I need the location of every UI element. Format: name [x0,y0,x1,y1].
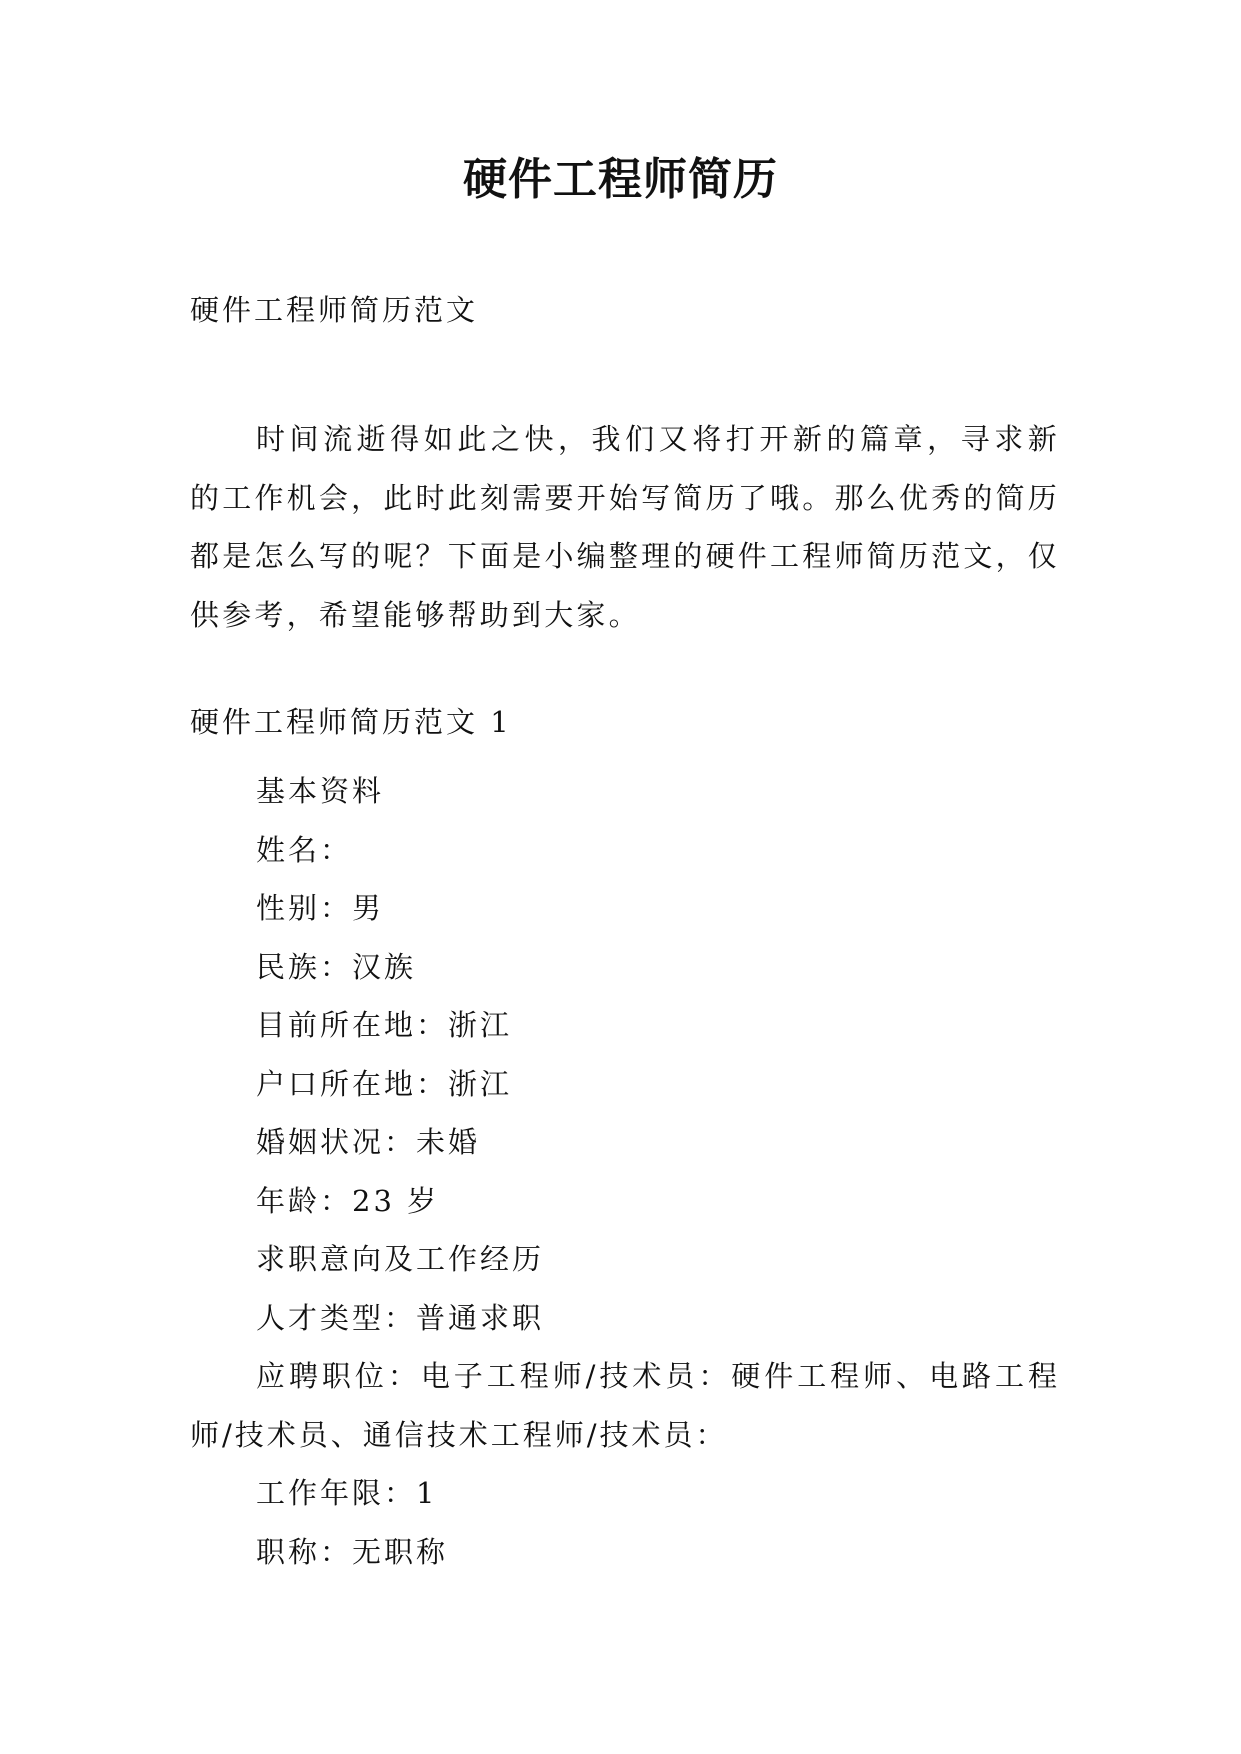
resume-info-list [190,762,1060,1581]
info-line-applied-position: 应聘职位：电子工程师/技术员：硬件工程师、电路工程师/技术员、通信技术工程师/技术员： [190,1359,1060,1452]
info-line-ethnicity: 民族：汉族 [256,949,417,984]
info-line-age: 年龄：23 岁 [256,1183,440,1218]
document-subtitle: 硬件工程师简历范文 [190,293,479,327]
info-line-current-location: 目前所在地：浙江 [256,1008,513,1042]
info-line-name: 姓名： [256,832,353,867]
info-line-professional-title: 职称：无职称 [256,1534,449,1569]
info-line-work-years: 工作年限：1 [256,1476,438,1510]
info-line-talent-type: 人才类型：普通求职 [256,1300,545,1335]
info-line-basic-info-heading: 基本资料 [256,774,385,808]
info-line-career-heading: 求职意向及工作经历 [256,1242,545,1276]
info-line-marital-status: 婚姻状况：未婚 [256,1125,481,1159]
document-title: 硬件工程师简历 [463,154,778,205]
info-line-hukou-location: 户口所在地：浙江 [256,1066,513,1101]
section-heading: 硬件工程师简历范文 1 [190,705,512,739]
info-line-gender: 性别：男 [256,891,385,925]
intro-paragraph: 时间流逝得如此之快，我们又将打开新的篇章，寻求新的工作机会，此时此刻需要开始写简历了哦。那么优秀的简历都是怎么写的呢？下面是小编整理的硬件工程师简历范文，仅供参考，希望能够帮助到大家。 [190,422,1060,632]
